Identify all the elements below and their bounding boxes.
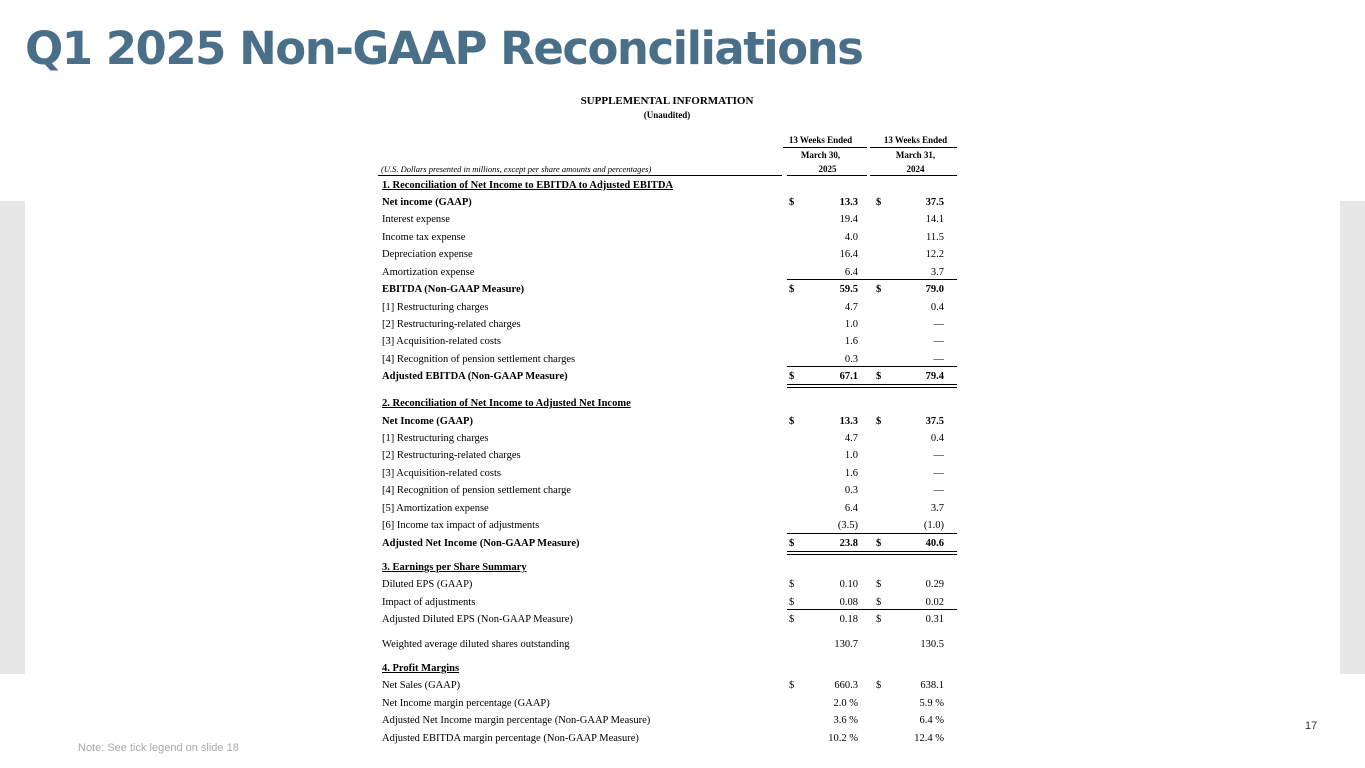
row-label: [4] Recognition of pension settlement charge — [382, 485, 572, 496]
col1-header-line2: March 30, — [800, 150, 841, 160]
currency-symbol: $ — [789, 614, 795, 625]
value-2025: 59.5 — [839, 284, 858, 295]
value-2024: 79.0 — [925, 284, 944, 295]
left-side-panel — [0, 201, 25, 674]
table-row — [382, 232, 958, 249]
value-2024: — — [933, 354, 944, 365]
col2-header-year: 2024 — [906, 164, 925, 174]
value-2025: 4.7 — [844, 302, 858, 313]
value-2025: 23.8 — [839, 538, 858, 549]
value-2024: 5.9 % — [919, 698, 944, 709]
table-row — [382, 302, 958, 319]
adj-net-income-subtotal-rule — [787, 533, 957, 534]
row-label: Adjusted Net Income margin percentage (Non-GAAP Measure) — [382, 715, 651, 726]
value-2025: 1.0 — [844, 319, 858, 330]
row-label: [3] Acquisition-related costs — [382, 336, 501, 347]
table-row — [382, 249, 958, 266]
currency-symbol: $ — [789, 579, 795, 590]
row-label: [2] Restructuring-related charges — [382, 319, 521, 330]
ebitda-subtotal-rule — [787, 279, 957, 280]
value-2025: 1.0 — [844, 450, 858, 461]
table-row — [382, 639, 958, 656]
row-label: Adjusted Diluted EPS (Non-GAAP Measure) — [382, 614, 573, 625]
value-2025: 4.0 — [844, 232, 858, 243]
supplemental-heading: SUPPLEMENTAL INFORMATION — [580, 95, 754, 107]
col1-year-rule — [787, 175, 867, 176]
table-row — [382, 485, 958, 502]
col1-header-rule — [783, 147, 867, 148]
row-label: [1] Restructuring charges — [382, 302, 489, 313]
row-label: Weighted average diluted shares outstanding — [382, 639, 570, 650]
row-label: [3] Acquisition-related costs — [382, 468, 501, 479]
row-label: Amortization expense — [382, 267, 475, 278]
value-2025: 1.6 — [844, 468, 858, 479]
row-label: [2] Restructuring-related charges — [382, 450, 521, 461]
currency-symbol: $ — [789, 284, 795, 295]
currency-symbol: $ — [876, 614, 882, 625]
value-2025: 19.4 — [839, 214, 858, 225]
value-2025: 16.4 — [839, 249, 858, 260]
currency-symbol: $ — [789, 538, 795, 549]
currency-symbol: $ — [876, 597, 882, 608]
right-side-panel — [1340, 201, 1365, 674]
currency-symbol: $ — [789, 197, 795, 208]
table-row — [382, 416, 958, 433]
value-2024: 638.1 — [920, 680, 944, 691]
value-2024: 0.02 — [925, 597, 944, 608]
currency-symbol: $ — [789, 597, 795, 608]
row-label: Income tax expense — [382, 232, 466, 243]
value-2025: 13.3 — [839, 197, 858, 208]
row-label: 1. Reconciliation of Net Income to EBITDA to Adjusted EBITDA — [382, 180, 674, 191]
label-header-rule — [378, 175, 782, 176]
value-2024: 130.5 — [920, 639, 944, 650]
table-row — [382, 698, 958, 715]
value-2024: 3.7 — [930, 503, 944, 514]
value-2025: 6.4 — [844, 503, 858, 514]
value-2025: 6.4 — [844, 267, 858, 278]
section-heading — [382, 180, 958, 197]
currency-symbol: $ — [789, 371, 795, 382]
table-row — [382, 520, 958, 537]
value-2025: 130.7 — [834, 639, 858, 650]
col2-year-rule — [870, 175, 957, 176]
adj-ebitda-total-rule — [787, 384, 957, 388]
value-2025: 2.0 % — [833, 698, 858, 709]
value-2024: — — [933, 319, 944, 330]
value-2024: 0.4 — [930, 433, 944, 444]
value-2025: 0.10 — [839, 579, 858, 590]
value-2024: 37.5 — [925, 197, 944, 208]
value-2024: 11.5 — [926, 232, 944, 243]
table-row — [382, 284, 958, 301]
table-row — [382, 503, 958, 520]
footnote: Note: See tick legend on slide 18 — [78, 742, 239, 754]
value-2024: 0.29 — [925, 579, 944, 590]
section-heading — [382, 663, 958, 680]
currency-symbol: $ — [876, 579, 882, 590]
row-label: Net Income margin percentage (GAAP) — [382, 698, 550, 709]
row-label: Interest expense — [382, 214, 450, 225]
value-2025: 3.6 % — [833, 715, 858, 726]
table-row — [382, 214, 958, 231]
row-label: Net income (GAAP) — [382, 197, 472, 208]
row-label: Depreciation expense — [382, 249, 473, 260]
currency-symbol: $ — [789, 416, 795, 427]
value-2024: 12.2 — [925, 249, 944, 260]
col1-header-line1: 13 Weeks Ended — [788, 135, 853, 145]
table-row — [382, 597, 958, 614]
value-2025: 1.6 — [844, 336, 858, 347]
row-label: 2. Reconciliation of Net Income to Adjusted Net Income — [382, 398, 631, 409]
units-note: (U.S. Dollars presented in millions, except per share amounts and percentages) — [381, 164, 652, 174]
value-2024: — — [933, 468, 944, 479]
value-2025: 67.1 — [839, 371, 858, 382]
value-2024: 12.4 % — [914, 733, 944, 744]
value-2024: 6.4 % — [919, 715, 944, 726]
currency-symbol: $ — [876, 538, 882, 549]
currency-symbol: $ — [876, 371, 882, 382]
col2-header-line2: March 31, — [895, 150, 936, 160]
table-row — [382, 579, 958, 596]
value-2024: (1.0) — [923, 520, 944, 531]
row-label: Adjusted Net Income (Non-GAAP Measure) — [382, 538, 580, 549]
row-label: Adjusted EBITDA (Non-GAAP Measure) — [382, 371, 568, 382]
value-2025: 0.08 — [839, 597, 858, 608]
value-2024: — — [933, 485, 944, 496]
table-row — [382, 715, 958, 732]
value-2024: 0.31 — [925, 614, 944, 625]
adj-net-income-total-rule — [787, 551, 957, 555]
eps-subtotal-rule — [787, 609, 957, 610]
value-2024: 40.6 — [925, 538, 944, 549]
table-row — [382, 267, 958, 284]
value-2025: 660.3 — [834, 680, 858, 691]
currency-symbol: $ — [789, 680, 795, 691]
page-number: 17 — [1305, 720, 1318, 732]
row-label: [4] Recognition of pension settlement charges — [382, 354, 576, 365]
value-2025: (3.5) — [837, 520, 858, 531]
table-row — [382, 450, 958, 467]
section-heading — [382, 398, 958, 415]
table-row — [382, 319, 958, 336]
value-2025: 13.3 — [839, 416, 858, 427]
col2-header-line1: 13 Weeks Ended — [883, 135, 948, 145]
table-row — [382, 733, 958, 750]
table-row — [382, 197, 958, 214]
section-heading — [382, 562, 958, 579]
row-label: Impact of adjustments — [382, 597, 476, 608]
table-row — [382, 614, 958, 631]
row-label: Adjusted EBITDA margin percentage (Non-GAAP Measure) — [382, 733, 639, 744]
currency-symbol: $ — [876, 416, 882, 427]
slide-title: Q1 2025 Non-GAAP Reconciliations — [25, 22, 863, 75]
adj-ebitda-subtotal-rule — [787, 366, 957, 367]
col2-header-rule — [870, 147, 957, 148]
value-2024: 3.7 — [930, 267, 944, 278]
currency-symbol: $ — [876, 284, 882, 295]
row-label: Net Sales (GAAP) — [382, 680, 461, 691]
unaudited-subheading: (Unaudited) — [643, 110, 691, 120]
row-label: Net Income (GAAP) — [382, 416, 473, 427]
row-label: EBITDA (Non-GAAP Measure) — [382, 284, 525, 295]
table-row — [382, 433, 958, 450]
row-label: 4. Profit Margins — [382, 663, 460, 674]
currency-symbol: $ — [876, 197, 882, 208]
value-2025: 0.3 — [844, 485, 858, 496]
value-2024: 0.4 — [930, 302, 944, 313]
value-2024: 79.4 — [925, 371, 944, 382]
table-row — [382, 354, 958, 371]
table-row — [382, 680, 958, 697]
value-2024: — — [933, 336, 944, 347]
row-label: [6] Income tax impact of adjustments — [382, 520, 540, 531]
value-2025: 0.3 — [844, 354, 858, 365]
col1-header-year: 2025 — [818, 164, 837, 174]
value-2024: 37.5 — [925, 416, 944, 427]
value-2025: 10.2 % — [828, 733, 858, 744]
value-2024: 14.1 — [925, 214, 944, 225]
value-2024: — — [933, 450, 944, 461]
row-label: Diluted EPS (GAAP) — [382, 579, 473, 590]
row-label: [5] Amortization expense — [382, 503, 489, 514]
value-2025: 4.7 — [844, 433, 858, 444]
row-label: [1] Restructuring charges — [382, 433, 489, 444]
table-row — [382, 468, 958, 485]
value-2025: 0.18 — [839, 614, 858, 625]
table-row — [382, 336, 958, 353]
currency-symbol: $ — [876, 680, 882, 691]
row-label: 3. Earnings per Share Summary — [382, 562, 527, 573]
